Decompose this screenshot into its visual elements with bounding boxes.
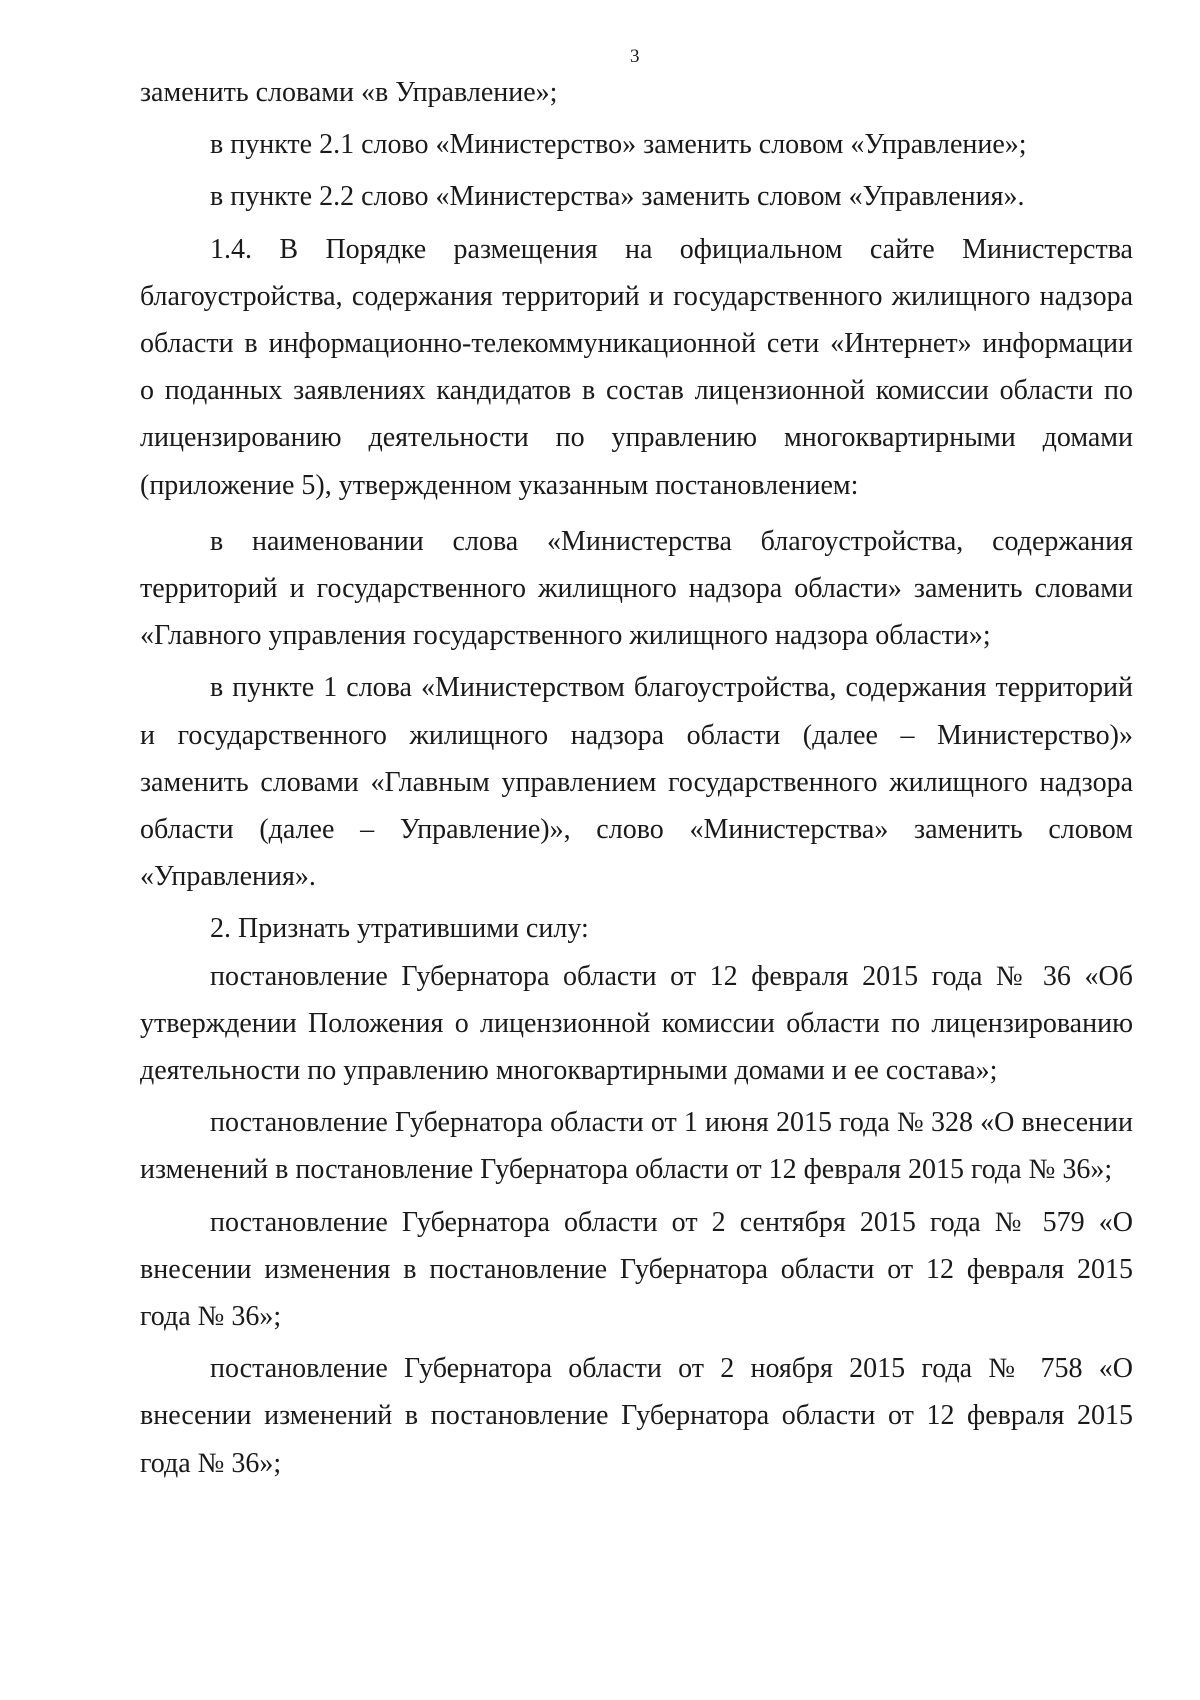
paragraph-point-2-2: в пункте 2.2 слово «Министерства» заменить словом «Управления». [210,181,1025,213]
paragraph-repeal-36: постановление Губернатора области от 12 февраля 2015 года № 36 «Об утверждении Положения о лицензионной комиссии области по лицензированию деятельности по управлению многоквартирными домами и ее состава»; [140,960,1133,1087]
paragraph-title-change: в наименовании слова «Министерства благоустройства, содержания территорий и государственного жилищного надзора области» заменить словами «Главного управления государственного жилищного надзора области»; [140,525,1133,652]
paragraph-item-1-4: 1.4. В Порядке размещения на официальном сайте Министерства благоустройства, содержания территорий и государственного жилищного надзора области в информационно-телекоммуникационной сети «Интернет» информации о поданных заявлениях кандидатов в состав лицензионной комиссии области по лицензированию деятельности по управлению многоквартирными домами (приложение 5), утвержденном указанным постановлением: [140,233,1133,501]
paragraph-continuation: заменить словами «в Управление»; [140,77,558,108]
document-body [140,69,1133,1487]
page-number: 3 [630,46,640,67]
paragraph-point-2-1: в пункте 2.1 слово «Министерство» заменить словом «Управление»; [210,129,1027,161]
paragraph-repeal-758: постановление Губернатора области от 2 ноября 2015 года № 758 «О внесении изменений в постановление Губернатора области от 12 февраля 2015 года № 36»; [140,1353,1133,1479]
paragraph-repeal-328: постановление Губернатора области от 1 июня 2015 года № 328 «О внесении изменений в постановление Губернатора области от 12 февраля 2015 года № 36»; [140,1107,1133,1186]
paragraph-point-1-change: в пункте 1 слова «Министерством благоустройства, содержания территорий и государственного жилищного надзора области (далее – Министерство)» заменить словами «Главным управлением государственного жилищного надзора области (далее – Управление)», слово «Министерства» заменить словом «Управления». [140,672,1133,893]
paragraph-repeal-579: постановление Губернатора области от 2 сентября 2015 года № 579 «О внесении изменения в постановление Губернатора области от 12 февраля 2015 года № 36»; [140,1206,1133,1333]
paragraph-item-2: 2. Признать утратившими силу: [210,913,589,945]
